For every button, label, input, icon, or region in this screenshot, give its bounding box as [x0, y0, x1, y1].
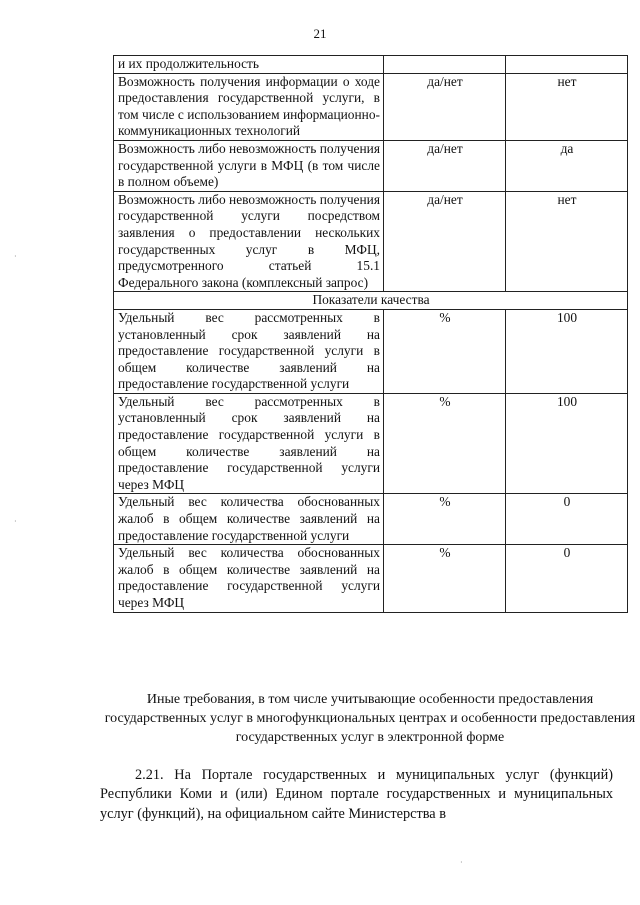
- indicator-unit: %: [384, 494, 506, 545]
- indicator-unit: да/нет: [384, 140, 506, 191]
- indicator-unit: %: [384, 545, 506, 612]
- indicator-value: нет: [506, 191, 628, 292]
- indicators-table: [113, 55, 628, 613]
- table-row: [114, 56, 628, 74]
- section-row: [114, 292, 628, 310]
- quality-section-header: Показатели качества: [114, 292, 628, 310]
- body-paragraph: [100, 766, 613, 824]
- indicator-value: 0: [506, 494, 628, 545]
- indicator-unit: да/нет: [384, 191, 506, 292]
- table-row: [114, 393, 628, 494]
- indicator-name: Удельный вес рассмотренных в установленный срок заявлений на предоставление государственной услуги в общем количестве заявлений на предоставление государственной услуги через МФЦ: [114, 393, 384, 494]
- table-row: [114, 73, 628, 140]
- indicator-name: Возможность либо невозможность получения государственной услуги в МФЦ (в том числе в полном объеме): [114, 140, 384, 191]
- paragraph-text: На Портале государственных и муниципальных услуг (функций) Республики Коми и (или) Едином портале государственных и муниципальных услуг (функций), на официальном сайте Министерства в: [100, 767, 613, 822]
- indicator-value: нет: [506, 73, 628, 140]
- indicator-unit: %: [384, 309, 506, 393]
- indicator-name: Удельный вес рассмотренных в установленный срок заявлений на предоставление государственной услуги в общем количестве заявлений на предоставление государственной услуги: [114, 309, 384, 393]
- scan-speck: ·: [460, 858, 463, 867]
- indicator-value: 100: [506, 309, 628, 393]
- table-row: [114, 140, 628, 191]
- indicator-value: да: [506, 140, 628, 191]
- table-row: [114, 309, 628, 393]
- section-heading: Иные требования, в том числе учитывающие особенности предоставления государственных услуг в многофункциональных центрах и особенности предоставления государственных услуг в электронной форме: [104, 692, 636, 745]
- scan-speck: ·: [14, 517, 17, 526]
- indicator-name: Возможность либо невозможность получения государственной услуги посредством заявления о предоставлении нескольких государственных услуг в МФЦ, предусмотренного статьей 15.1 Федерального закона (комплексный запрос): [114, 191, 384, 292]
- indicator-unit: да/нет: [384, 73, 506, 140]
- table-row: [114, 191, 628, 292]
- indicator-value: [506, 56, 628, 74]
- indicator-name: Удельный вес количества обоснованных жалоб в общем количестве заявлений на предоставление государственной услуги: [114, 494, 384, 545]
- table-row: [114, 494, 628, 545]
- indicator-name: и их продолжительность: [114, 56, 384, 74]
- scan-speck: ·: [14, 252, 17, 261]
- indicator-name: Возможность получения информации о ходе предоставления государственной услуги, в том числе с использованием информационно-коммуникационных технологий: [114, 73, 384, 140]
- indicator-unit: [384, 56, 506, 74]
- paragraph-number: 2.21.: [135, 767, 164, 783]
- indicator-name: Удельный вес количества обоснованных жалоб в общем количестве заявлений на предоставление государственной услуги через МФЦ: [114, 545, 384, 612]
- indicator-value: 100: [506, 393, 628, 494]
- page-number: 21: [313, 26, 327, 41]
- table-row: [114, 545, 628, 612]
- indicator-value: 0: [506, 545, 628, 612]
- indicator-unit: %: [384, 393, 506, 494]
